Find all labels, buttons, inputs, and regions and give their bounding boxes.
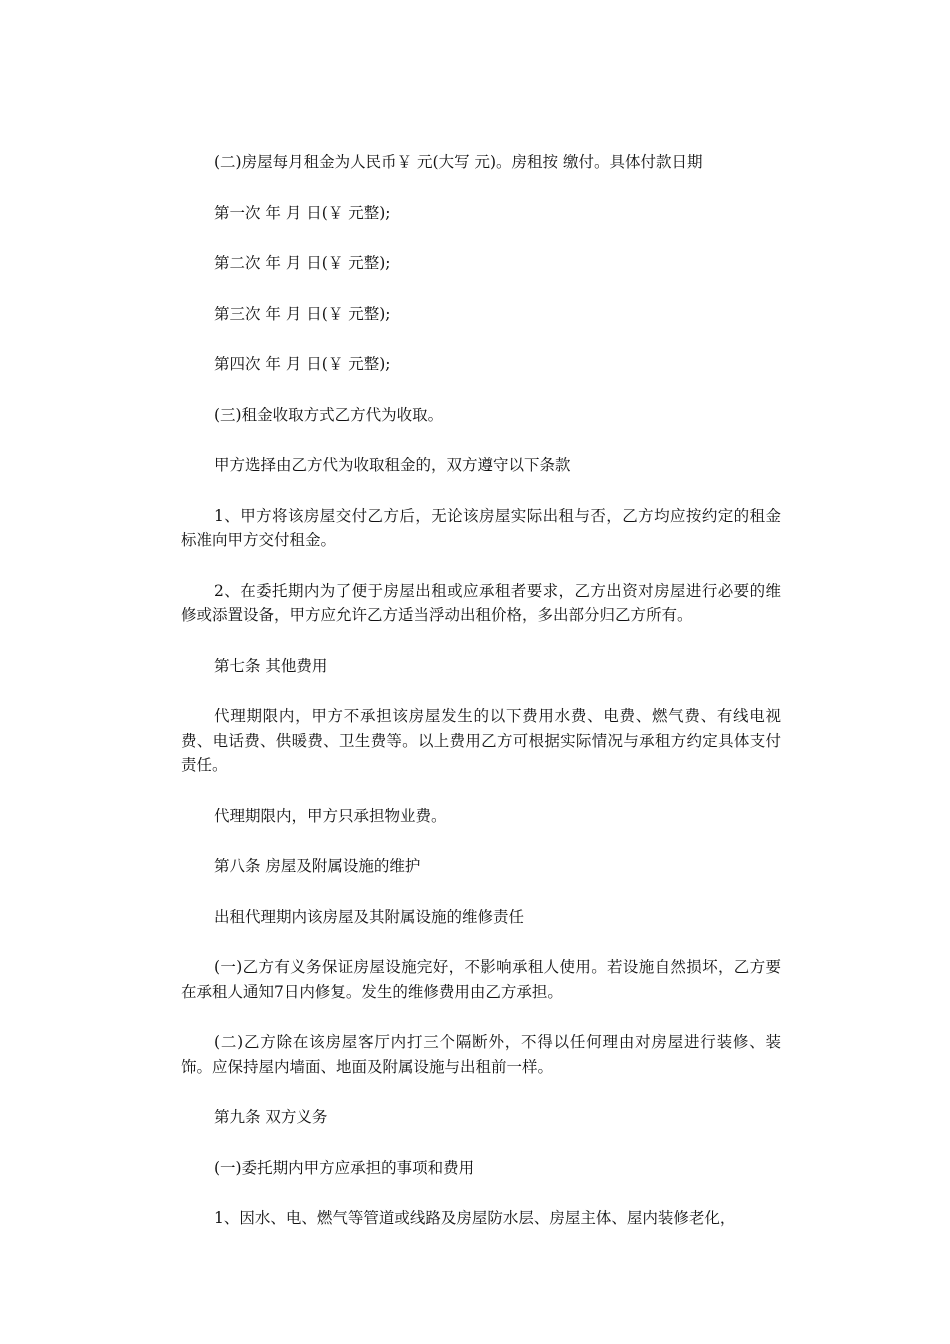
collection-term-2-paragraph: 2、在委托期内为了便于房屋出租或应承租者要求，乙方出资对房屋进行必要的维修或添置设备，甲方应允许乙方适当浮动出租价格，多出部分归乙方所有。 bbox=[181, 581, 781, 624]
collection-terms-intro-paragraph: 甲方选择由乙方代为收取租金的，双方遵守以下条款 bbox=[214, 456, 571, 474]
party-a-obligations-paragraph: (一)委托期内甲方应承担的事项和费用 bbox=[214, 1158, 475, 1177]
rent-collection-paragraph: (三)租金收取方式乙方代为收取。 bbox=[214, 405, 444, 424]
article-9-heading: 第九条 双方义务 bbox=[214, 1108, 328, 1126]
payment-second-paragraph: 第二次 年 月 日(￥ 元整); bbox=[214, 254, 391, 272]
payment-third-paragraph: 第三次 年 月 日(￥ 元整); bbox=[214, 304, 391, 323]
maintenance-intro-paragraph: 出租代理期内该房屋及其附属设施的维修责任 bbox=[214, 907, 525, 926]
article-7-heading: 第七条 其他费用 bbox=[214, 656, 328, 675]
maintenance-duty-2-paragraph: (二)乙方除在该房屋客厅内打三个隔断外，不得以任何理由对房屋进行装修、装饰。应保持屋内墙面、地面及附属设施与出租前一样。 bbox=[181, 1033, 781, 1076]
payment-first-paragraph: 第一次 年 月 日(￥ 元整); bbox=[214, 203, 391, 222]
property-fee-paragraph: 代理期限内，甲方只承担物业费。 bbox=[214, 806, 447, 825]
rent-amount-paragraph: (二)房屋每月租金为人民币￥ 元(大写 元)。房租按 缴付。具体付款日期 bbox=[214, 153, 703, 171]
payment-fourth-paragraph: 第四次 年 月 日(￥ 元整); bbox=[214, 355, 391, 373]
collection-term-1-paragraph: 1、甲方将该房屋交付乙方后，无论该房屋实际出租与否，乙方均应按约定的租金标准向甲方交付租金。 bbox=[181, 506, 781, 549]
other-fees-paragraph: 代理期限内，甲方不承担该房屋发生的以下费用水费、电费、燃气费、有线电视费、电话费、供暖费、卫生费等。以上费用乙方可根据实际情况与承租方约定具体支付责任。 bbox=[181, 707, 781, 774]
party-a-item-1-paragraph: 1、因水、电、燃气等管道或线路及房屋防水层、房屋主体、屋内装修老化， bbox=[214, 1209, 736, 1227]
maintenance-duty-1-paragraph: (一)乙方有义务保证房屋设施完好，不影响承租人使用。若设施自然损坏，乙方要在承租人通知7日内修复。发生的维修费用由乙方承担。 bbox=[181, 958, 781, 1001]
article-8-heading: 第八条 房屋及附属设施的维护 bbox=[214, 857, 421, 875]
document-body bbox=[181, 150, 781, 1257]
